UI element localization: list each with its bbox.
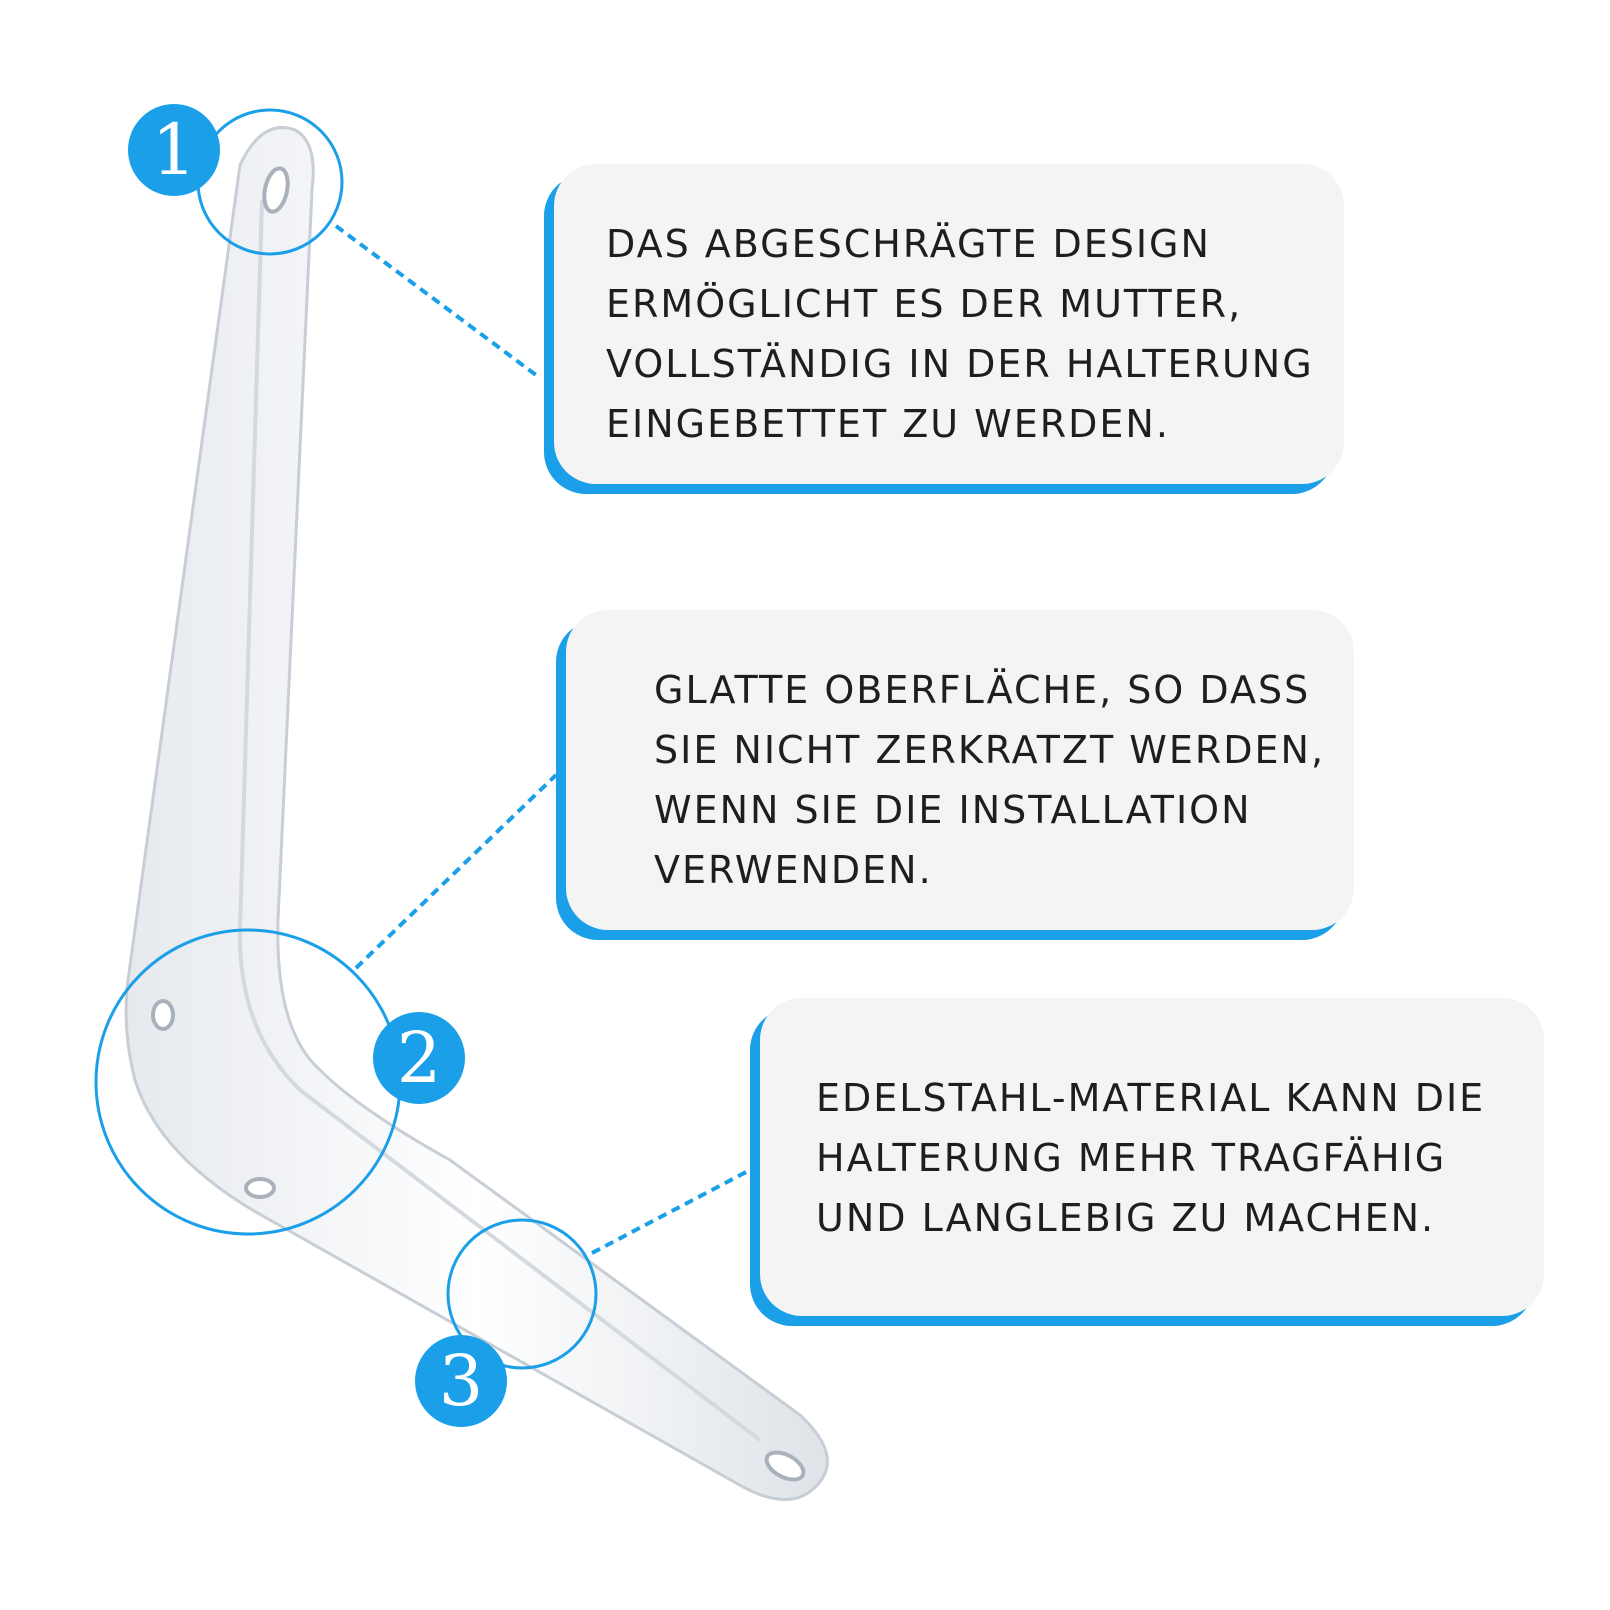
number-badge-1: 1 (128, 104, 220, 196)
callout-card-3 (760, 998, 1544, 1316)
callout-1-line: VOLLSTÄNDIG IN DER HALTERUNG (606, 342, 1314, 386)
callout-1-line: ERMÖGLICHT ES DER MUTTER, (606, 282, 1243, 326)
callout-3-line: UND LANGLEBIG ZU MACHEN. (816, 1196, 1436, 1240)
connector-line-2 (356, 775, 556, 968)
callout-3-line: EDELSTAHL-MATERIAL KANN DIE (816, 1076, 1486, 1120)
corner-hole-upper (153, 1001, 173, 1029)
callout-1-line: DAS ABGESCHRÄGTE DESIGN (606, 222, 1211, 266)
callout-text-2 (654, 660, 1325, 900)
corner-hole-lower (246, 1179, 274, 1197)
number-badge-3: 3 (415, 1335, 507, 1427)
callout-card-2 (566, 610, 1354, 930)
callout-1-line: EINGEBETTET ZU WERDEN. (606, 402, 1170, 446)
callout-3-line: HALTERUNG MEHR TRAGFÄHIG (816, 1136, 1447, 1180)
callout-text-1 (606, 214, 1314, 454)
connector-line-3 (592, 1170, 750, 1253)
callout-text-3 (816, 1068, 1485, 1248)
callout-2-line: WENN SIE DIE INSTALLATION (654, 788, 1252, 832)
connector-line-1 (336, 226, 540, 378)
callout-2-line: VERWENDEN. (654, 848, 933, 892)
callout-2-line: GLATTE OBERFLÄCHE, SO DASS (654, 668, 1311, 712)
callout-card-1 (554, 164, 1344, 484)
number-badge-2: 2 (373, 1012, 465, 1104)
callout-2-line: SIE NICHT ZERKRATZT WERDEN, (654, 728, 1326, 772)
